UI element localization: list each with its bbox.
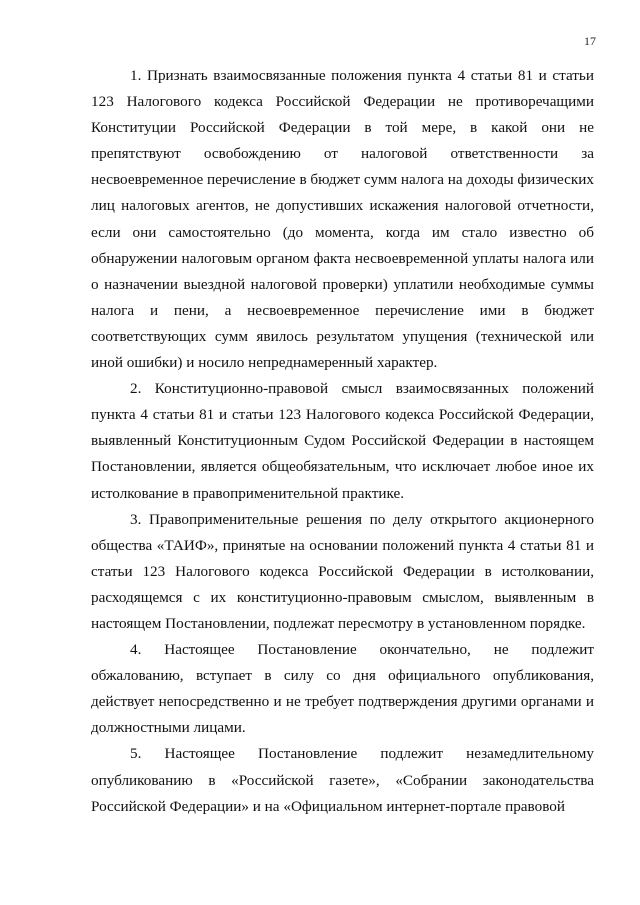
paragraph-2: 2. Конституционно-правовой смысл взаимосвязанных положений пункта 4 статьи 81 и статьи 123 Налогового кодекса Российской Федерации, выявленный Конституционным Судом Российской Федерации в настоящем Постановлении, является общеобязательным, что исключает любое иное их истолкование в правоприменительной практике. xyxy=(91,380,594,502)
document-body xyxy=(91,63,594,820)
paragraph-1: 1. Признать взаимосвязанные положения пункта 4 статьи 81 и статьи 123 Налогового кодекса Российской Федерации не противоречащими Конституции Российской Федерации в той мере, в какой они не препятствуют освобождению от налоговой ответственности за несвоевременное перечисление в бюджет сумм налога на доходы физических лиц налоговых агентов, не допустивших искажения налоговой отчетности, если они самостоятельно (до момента, когда им стало известно об обнаружении налоговым органом факта несвоевременной уплаты налога или о назначении выездной налоговой проверки) уплатили необходимые суммы налога и пени, а несвоевременное перечисление ими в бюджет соответствующих сумм явилось результатом упущения (технической или иной ошибки) и носило непреднамеренный характер. xyxy=(91,67,595,372)
paragraph-4: 4. Настоящее Постановление окончательно, не подлежит обжалованию, вступает в силу со дня официального опубликования, действует непосредственно и не требует подтверждения другими органами и должностными лицами. xyxy=(91,641,594,737)
paragraph-5: 5. Настоящее Постановление подлежит незамедлительному опубликованию в «Российской газете», «Собрании законодательства Российской Федерации» и на «Официальном интернет-портале правовой xyxy=(91,745,594,815)
page-number: 17 xyxy=(584,34,596,48)
paragraph-3: 3. Правоприменительные решения по делу открытого акционерного общества «ТАИФ», принятые на основании положений пункта 4 статьи 81 и статьи 123 Налогового кодекса Российской Федерации в истолковании, расходящемся с их конституционно-правовым смыслом, выявленным в настоящем Постановлении, подлежат пересмотру в установленном порядке. xyxy=(91,510,594,632)
